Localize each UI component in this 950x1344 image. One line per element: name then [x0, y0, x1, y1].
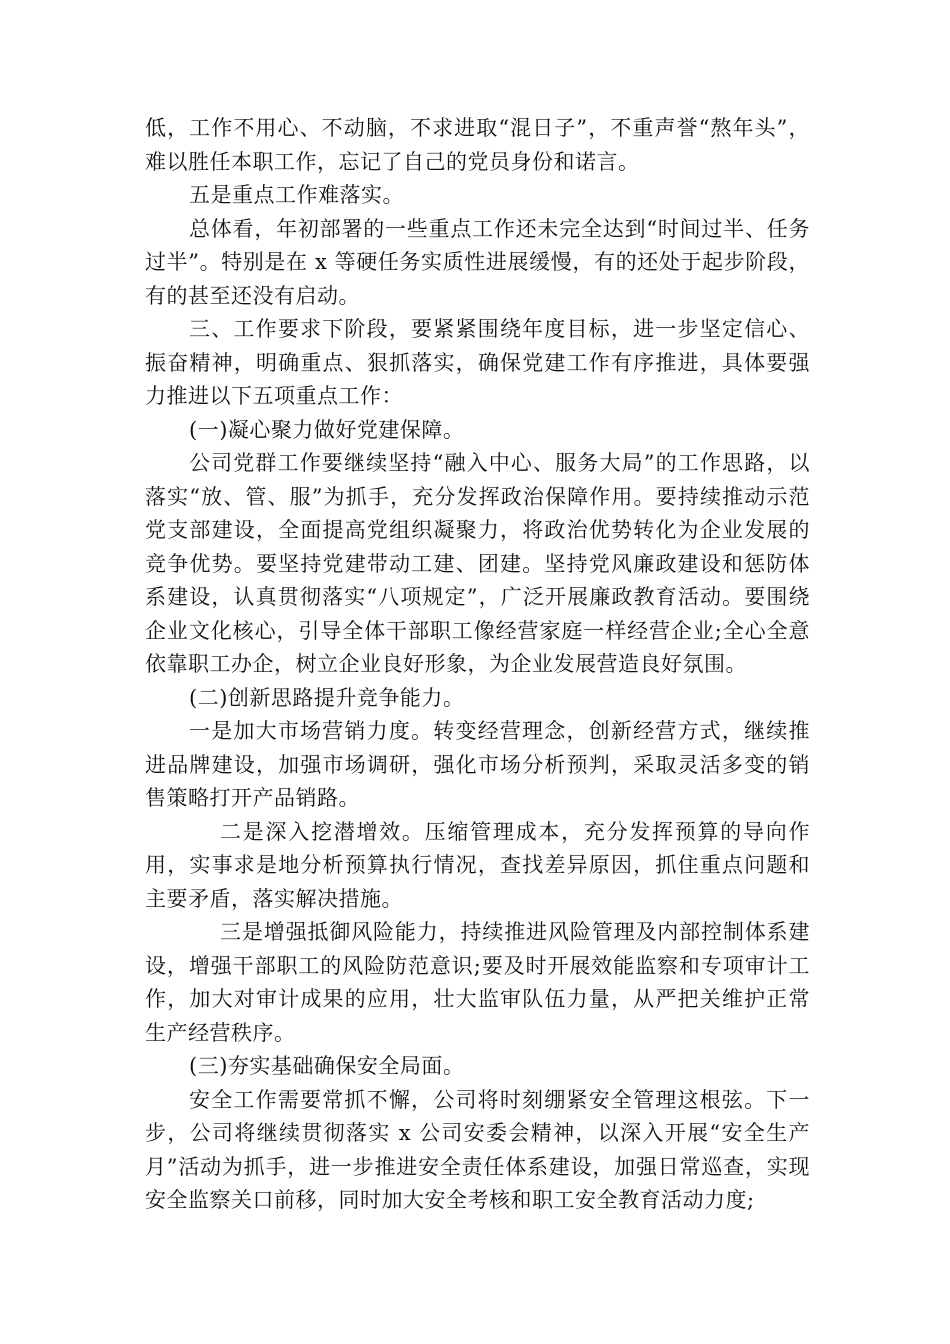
section-heading: (二)创新思路提升竞争能力。	[189, 685, 465, 710]
paragraph: 三、工作要求下阶段，要紧紧围绕年度目标，进一步坚定信心、振奋精神，明确重点、狠抓落实，确保党建工作有序推进，具体要强力推进以下五项重点工作：	[145, 317, 810, 408]
paragraph: 二是深入挖潜增效。压缩管理成本，充分发挥预算的导向作用，实事求是地分析预算执行情况，查找差异原因，抓住重点问题和主要矛盾，落实解决措施。	[145, 819, 810, 911]
paragraph: 三是增强抵御风险能力，持续推进风险管理及内部控制体系建设，增强干部职工的风险防范意识;要及时开展效能监察和专项审计工作，加大对审计成果的应用，壮大监审队伍力量，从严把关维护正常生产经营秩序。	[145, 920, 810, 1045]
section-heading: (三)夯实基础确保安全局面。	[189, 1054, 465, 1078]
paragraph: 安全工作需要常抓不懈，公司将时刻绷紧安全管理这根弦。下一步，公司将继续贯彻落实 x 公司安委会精神，以深入开展“安全生产月”活动为抓手，进一步推进安全责任体系建设，加强日常巡查，实现安全监察关口前移，同时加大安全考核和职工安全教育活动力度;	[145, 1087, 810, 1212]
section-heading: (一)凝心聚力做好党建保障。	[189, 417, 465, 442]
paragraph: 低，工作不用心、不动脑，不求进取“混日子”，不重声誉“熬年头”，难以胜任本职工作，忘记了自己的党员身份和诺言。	[145, 116, 810, 174]
paragraph: 公司党群工作要继续坚持“融入中心、服务大局”的工作思路，以落实“放、管、服”为抓手，充分发挥政治保障作用。要持续推动示范党支部建设，全面提高党组织凝聚力，将政治优势转化为企业发展的竞争优势。要坚持党建带动工建、团建。坚持党风廉政建设和惩防体系建设，认真贯彻落实“八项规定”，广泛开展廉政教育活动。要围绕企业文化核心，引导全体干部职工像经营家庭一样经营企业;全心全意依靠职工办企，树立企业良好形象，为企业发展营造良好氛围。	[145, 451, 810, 676]
document-body	[145, 112, 810, 1218]
paragraph: 总体看，年初部署的一些重点工作还未完全达到“时间过半、任务过半”。特别是在 x 等硬任务实质性进展缓慢，有的还处于起步阶段，有的甚至还没有启动。	[145, 216, 810, 308]
paragraph: 一是加大市场营销力度。转变经营理念，创新经营方式，继续推进品牌建设，加强市场调研，强化市场分析预判，采取灵活多变的销售策略打开产品销路。	[145, 719, 810, 810]
section-heading: 五是重点工作难落实。	[189, 183, 404, 207]
